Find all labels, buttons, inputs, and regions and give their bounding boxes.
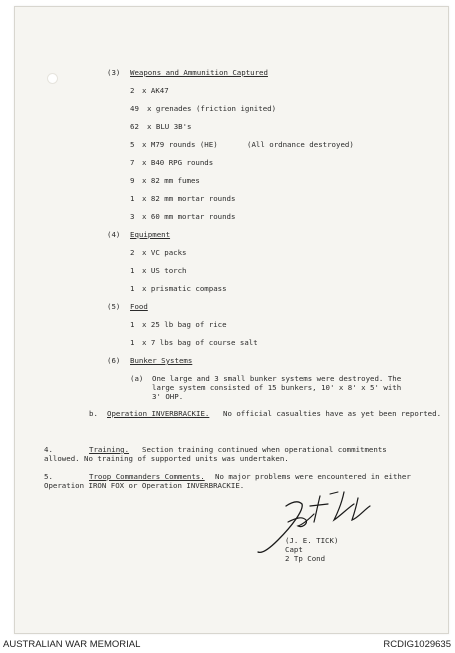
paragraph-number: 4. [44, 445, 53, 454]
bunker-line: large system consisted of 15 bunkers, 10' x 8' x 5' with [152, 383, 402, 392]
list-item-text: x AK47 [142, 86, 169, 95]
signatory-unit: 2 Tp Cond [285, 554, 326, 563]
section-number: (4) [107, 230, 121, 239]
section-heading-food: Food [130, 302, 148, 311]
list-item-qty: 1 [130, 284, 135, 293]
list-item-qty: 1 [130, 266, 135, 275]
handwritten-signature [248, 488, 388, 558]
training-text: allowed. No training of supported units was undertaken. [44, 454, 289, 463]
list-item-text: x B40 RPG rounds [142, 158, 214, 167]
list-item-text: x 60 mm mortar rounds [142, 212, 236, 221]
footer-source: AUSTRALIAN WAR MEMORIAL [3, 639, 141, 650]
footer-record-id: RCDIG1029635 [383, 639, 451, 650]
list-item-text: x 25 lb bag of rice [142, 320, 227, 329]
training-text: Section training continued when operational commitments [142, 445, 387, 454]
list-item-qty: 5 [130, 140, 135, 149]
list-item-text: x 82 mm fumes [142, 176, 200, 185]
sub-item-label: (a) [130, 374, 144, 383]
operation-text: No official casualties have as yet been reported. [223, 409, 442, 418]
section-number: (6) [107, 356, 121, 365]
comments-title: Troop Commanders Comments. [89, 472, 205, 481]
section-heading-equipment: Equipment [130, 230, 171, 239]
list-item-text: x prismatic compass [142, 284, 227, 293]
section-heading-weapons: Weapons and Ammunition Captured [130, 68, 268, 77]
section-number: (5) [107, 302, 121, 311]
bunker-line: One large and 3 small bunker systems were destroyed. The [152, 374, 402, 383]
list-item-qty: 2 [130, 248, 135, 257]
paragraph-number: 5. [44, 472, 53, 481]
list-item-qty: 1 [130, 338, 135, 347]
list-item-qty: 1 [130, 194, 135, 203]
list-item-qty: 62 [130, 122, 139, 131]
training-title: Training. [89, 445, 130, 454]
list-item-qty: 2 [130, 86, 135, 95]
list-item-text: x grenades (friction ignited) [147, 104, 277, 113]
comments-text: No major problems were encountered in either [215, 472, 411, 481]
list-item-text: x US torch [142, 266, 187, 275]
section-number: (3) [107, 68, 121, 77]
list-item-qty: 49 [130, 104, 139, 113]
signatory-rank: Capt [285, 545, 303, 554]
paragraph-label: b. [89, 409, 98, 418]
list-item-qty: 1 [130, 320, 135, 329]
list-item-text: x VC packs [142, 248, 187, 257]
list-item-qty: 7 [130, 158, 135, 167]
list-item-text: x 82 mm mortar rounds [142, 194, 236, 203]
ordnance-note: (All ordnance destroyed) [247, 140, 354, 149]
operation-title: Operation INVERBRACKIE. [107, 409, 210, 418]
punch-hole [47, 73, 58, 84]
bunker-line: 3' OHP. [152, 392, 184, 401]
list-item-qty: 9 [130, 176, 135, 185]
list-item-text: x M79 rounds (HE) [142, 140, 218, 149]
list-item-text: x BLU 3B's [147, 122, 192, 131]
list-item-text: x 7 lbs bag of course salt [142, 338, 258, 347]
section-heading-bunker: Bunker Systems [130, 356, 193, 365]
comments-text: Operation IRON FOX or Operation INVERBRACKIE. [44, 481, 245, 490]
list-item-qty: 3 [130, 212, 135, 221]
signatory-name: (J. E. TICK) [285, 536, 339, 545]
